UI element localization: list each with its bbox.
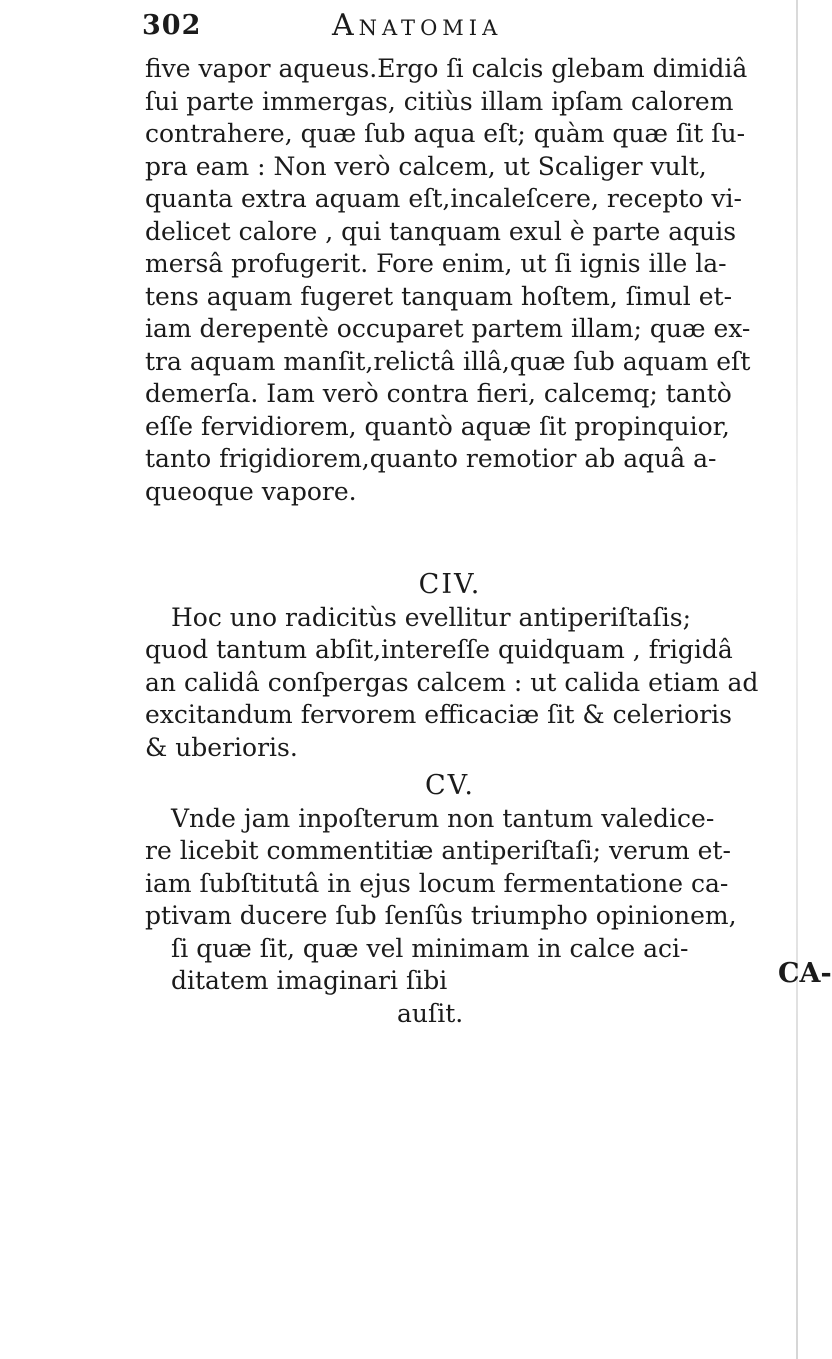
text-line: contrahere, quæ ſub aqua eſt; quàm quæ ſit ſu- — [145, 119, 746, 148]
running-head: Anatomia — [332, 8, 503, 43]
text-line: auſit. — [397, 998, 464, 1028]
text-line: excitandum fervorem efficaciæ ſit & celerioris — [145, 700, 732, 729]
text-line: iam ſubſtitutâ in ejus locum fermentatione ca- — [145, 868, 729, 898]
text-line: demerſa. Iam verò contra fieri, calcemq; tantò — [145, 379, 732, 408]
text-line: eſſe fervidiorem, quantò aquæ ſit propinquior, — [145, 411, 730, 441]
text-line: re licebit commentitiæ antiperiſtaſi; verum et- — [145, 836, 731, 865]
text-line: pra eam : Non verò calcem, ut Scaliger vult, — [145, 151, 707, 181]
text-line: ptivam ducere ſub ſenſûs triumpho opinionem, — [145, 901, 737, 930]
text-line: delicet calore , qui tanquam exul è parte aquis — [145, 216, 737, 246]
text-line: five vapor aqueus.Ergo ſi calcis glebam dimidiâ — [145, 54, 748, 83]
text-line: ſi quæ ſit, quæ vel minimam in calce aci- — [171, 933, 689, 963]
text-line: quanta extra aquam eſt,incaleſcere, recepto vi- — [145, 184, 742, 213]
text-line: & uberioris. — [145, 732, 298, 762]
paragraph-continued — [145, 53, 795, 508]
text-line: Hoc uno radicitùs evellitur antiperiſtaſis; — [171, 602, 692, 632]
text-line: ditatem imaginari ſibi — [171, 966, 448, 995]
catchword: CA- — [778, 958, 832, 989]
text-line: Vnde jam inpoſterum non tantum valedice- — [171, 803, 715, 833]
text-line: quod tantum abſit,intereſſe quidquam , frigidâ — [145, 635, 733, 664]
scan-edge — [796, 0, 798, 1359]
text-line: tens aquam fugeret tanquam hoſtem, ſimul et- — [145, 281, 733, 311]
section-cv — [145, 770, 795, 1030]
page-number: 302 — [142, 10, 202, 41]
text-line: mersâ profugerit. Fore enim, ut ſi ignis ille la- — [145, 249, 727, 278]
text-line: ſui parte immergas, citiùs illam ipſam calorem — [145, 86, 734, 116]
text-line: iam derepentè occuparet partem illam; quæ ex- — [145, 314, 751, 343]
section-heading: CIV. — [418, 569, 482, 600]
text-line: tanto frigidiorem,quanto remotior ab aquâ a- — [145, 444, 717, 473]
page-header — [142, 6, 702, 46]
section-civ — [145, 569, 795, 764]
text-line: an calidâ conſpergas calcem : ut calida etiam ad — [145, 667, 759, 697]
text-line: queoque vapore. — [145, 476, 357, 506]
text-line: tra aquam manſit,relictâ illâ,quæ ſub aquam eſt — [145, 346, 751, 376]
section-heading: CV. — [424, 770, 476, 801]
